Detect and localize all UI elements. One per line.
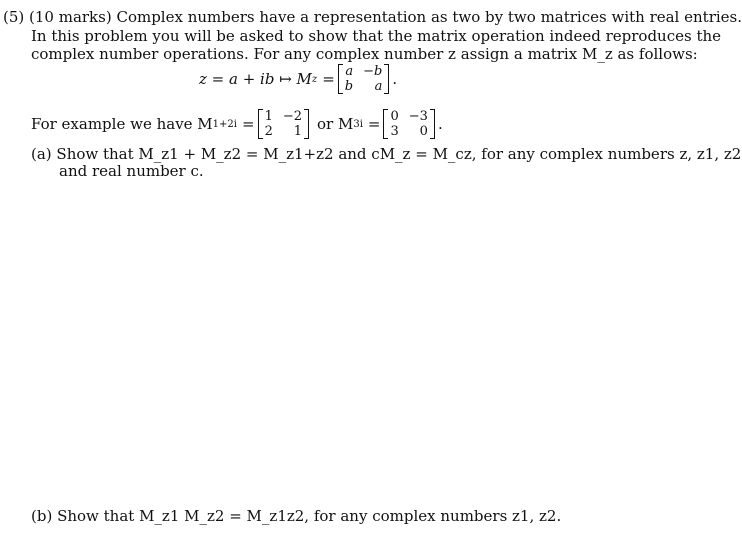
equation-equals: = <box>322 70 335 88</box>
example-sub-1: 1+2i <box>212 118 237 130</box>
matrix-cell: 1 <box>293 124 303 139</box>
example-period: . <box>437 115 443 133</box>
part-a-line-2: and real number c. <box>59 162 204 180</box>
example-intro: For example we have M <box>31 115 213 133</box>
matrix-cell: 1 <box>264 109 273 124</box>
matrix-cell: a <box>345 64 354 79</box>
part-a-line-1: (a) Show that M_z1 + M_z2 = M_z1+z2 and cM_z = M_cz, for any complex numbers z, z1, z2 <box>31 145 742 163</box>
matrix-M3i <box>383 109 434 139</box>
matrix-cell: 3 <box>390 124 399 139</box>
example-equals-2: = <box>367 115 381 133</box>
matrix-cell: −2 <box>282 109 303 124</box>
matrix-cell: −3 <box>408 109 428 124</box>
matrix-M1plus2i <box>258 109 309 139</box>
equation-period: . <box>392 70 398 88</box>
example-sub-2: 3i <box>353 118 363 130</box>
matrix-cell: b <box>344 79 354 94</box>
matrix-cell: −b <box>363 64 383 79</box>
example-or: or M <box>317 115 354 133</box>
matrix-Mz <box>338 64 390 94</box>
problem-line-3: complex number operations. For any complex number z assign a matrix M_z as follows: <box>31 45 698 63</box>
matrix-cell: 2 <box>264 124 273 139</box>
matrix-cell: 0 <box>419 124 428 139</box>
equation-subscript: z <box>311 73 318 85</box>
example-line <box>31 109 443 139</box>
part-b: (b) Show that M_z1 M_z2 = M_z1z2, for any complex numbers z1, z2. <box>31 507 562 525</box>
problem-line-2: In this problem you will be asked to show that the matrix operation indeed reproduces the <box>31 27 722 45</box>
example-equals-1: = <box>241 115 255 133</box>
problem-line-1: (5) (10 marks) Complex numbers have a representation as two by two matrices with real entries. <box>3 8 742 26</box>
main-equation <box>199 64 397 94</box>
equation-lhs: z = a + ib ↦ M <box>199 70 312 88</box>
matrix-cell: a <box>374 79 383 94</box>
matrix-cell: 0 <box>390 109 399 124</box>
